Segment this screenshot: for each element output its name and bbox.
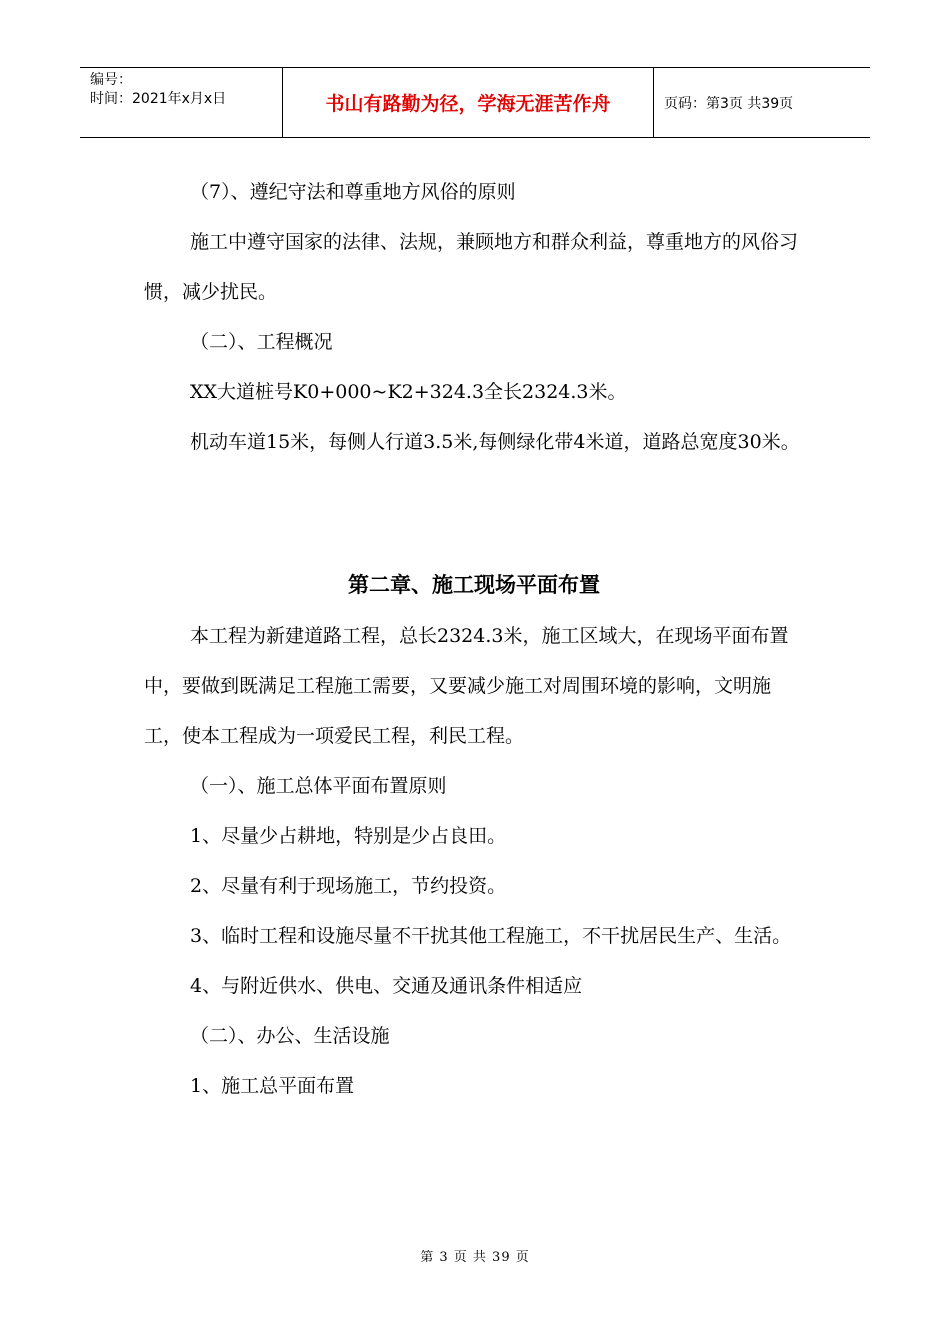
- document-body: [144, 167, 804, 1111]
- paragraph-principle-7-text: 施工中遵守国家的法律、法规，兼顾地方和群众利益，尊重地方的风俗习惯，减少扰民。: [144, 231, 799, 303]
- list-item-2: 2、尽量有利于现场施工，节约投资。: [190, 875, 507, 897]
- header-meta: [80, 68, 282, 137]
- section-heading-office-facilities: （二）、办公、生活设施: [190, 1025, 390, 1047]
- section-heading-project-overview: （二）、工程概况: [190, 331, 333, 353]
- list-item-general-layout: 1、施工总平面布置: [190, 1075, 355, 1097]
- list-item-4: 4、与附近供水、供电、交通及通讯条件相适应: [190, 975, 583, 997]
- header-motto: 书山有路勤为径，学海无涯苦作舟: [282, 68, 654, 137]
- page-footer: 第 3 页 共 39 页: [420, 1250, 530, 1265]
- header-number-label: 编号：: [90, 72, 132, 88]
- paragraph-principle-7: （7）、遵纪守法和尊重地方风俗的原则: [190, 181, 516, 203]
- header-date-label: 时间：2021年x月x日: [90, 91, 227, 107]
- list-item-3: 3、临时工程和设施尽量不干扰其他工程施工，不干扰居民生产、生活。: [190, 925, 792, 947]
- header-page-info: 页码：第3页 共39页: [664, 95, 794, 112]
- paragraph-chapter-intro: 本工程为新建道路工程，总长2324.3米，施工区域大，在现场平面布置中，要做到既满足工程施工需要，又要减少施工对周围环境的影响，文明施工，使本工程成为一项爱民工程，利民工程。: [144, 625, 789, 747]
- spacer: [144, 467, 804, 559]
- section-heading-layout-principles: （一）、施工总体平面布置原则: [190, 775, 447, 797]
- list-item-1: 1、尽量少占耕地，特别是少占良田。: [190, 825, 507, 847]
- paragraph-road-width: 机动车道15米，每侧人行道3.5米,每侧绿化带4米道，道路总宽度30米。: [190, 431, 800, 453]
- document-header: [80, 67, 870, 138]
- chapter-title: 第二章、施工现场平面布置: [348, 572, 600, 597]
- paragraph-road-length: XX大道桩号K0+000~K2+324.3全长2324.3米。: [190, 381, 627, 403]
